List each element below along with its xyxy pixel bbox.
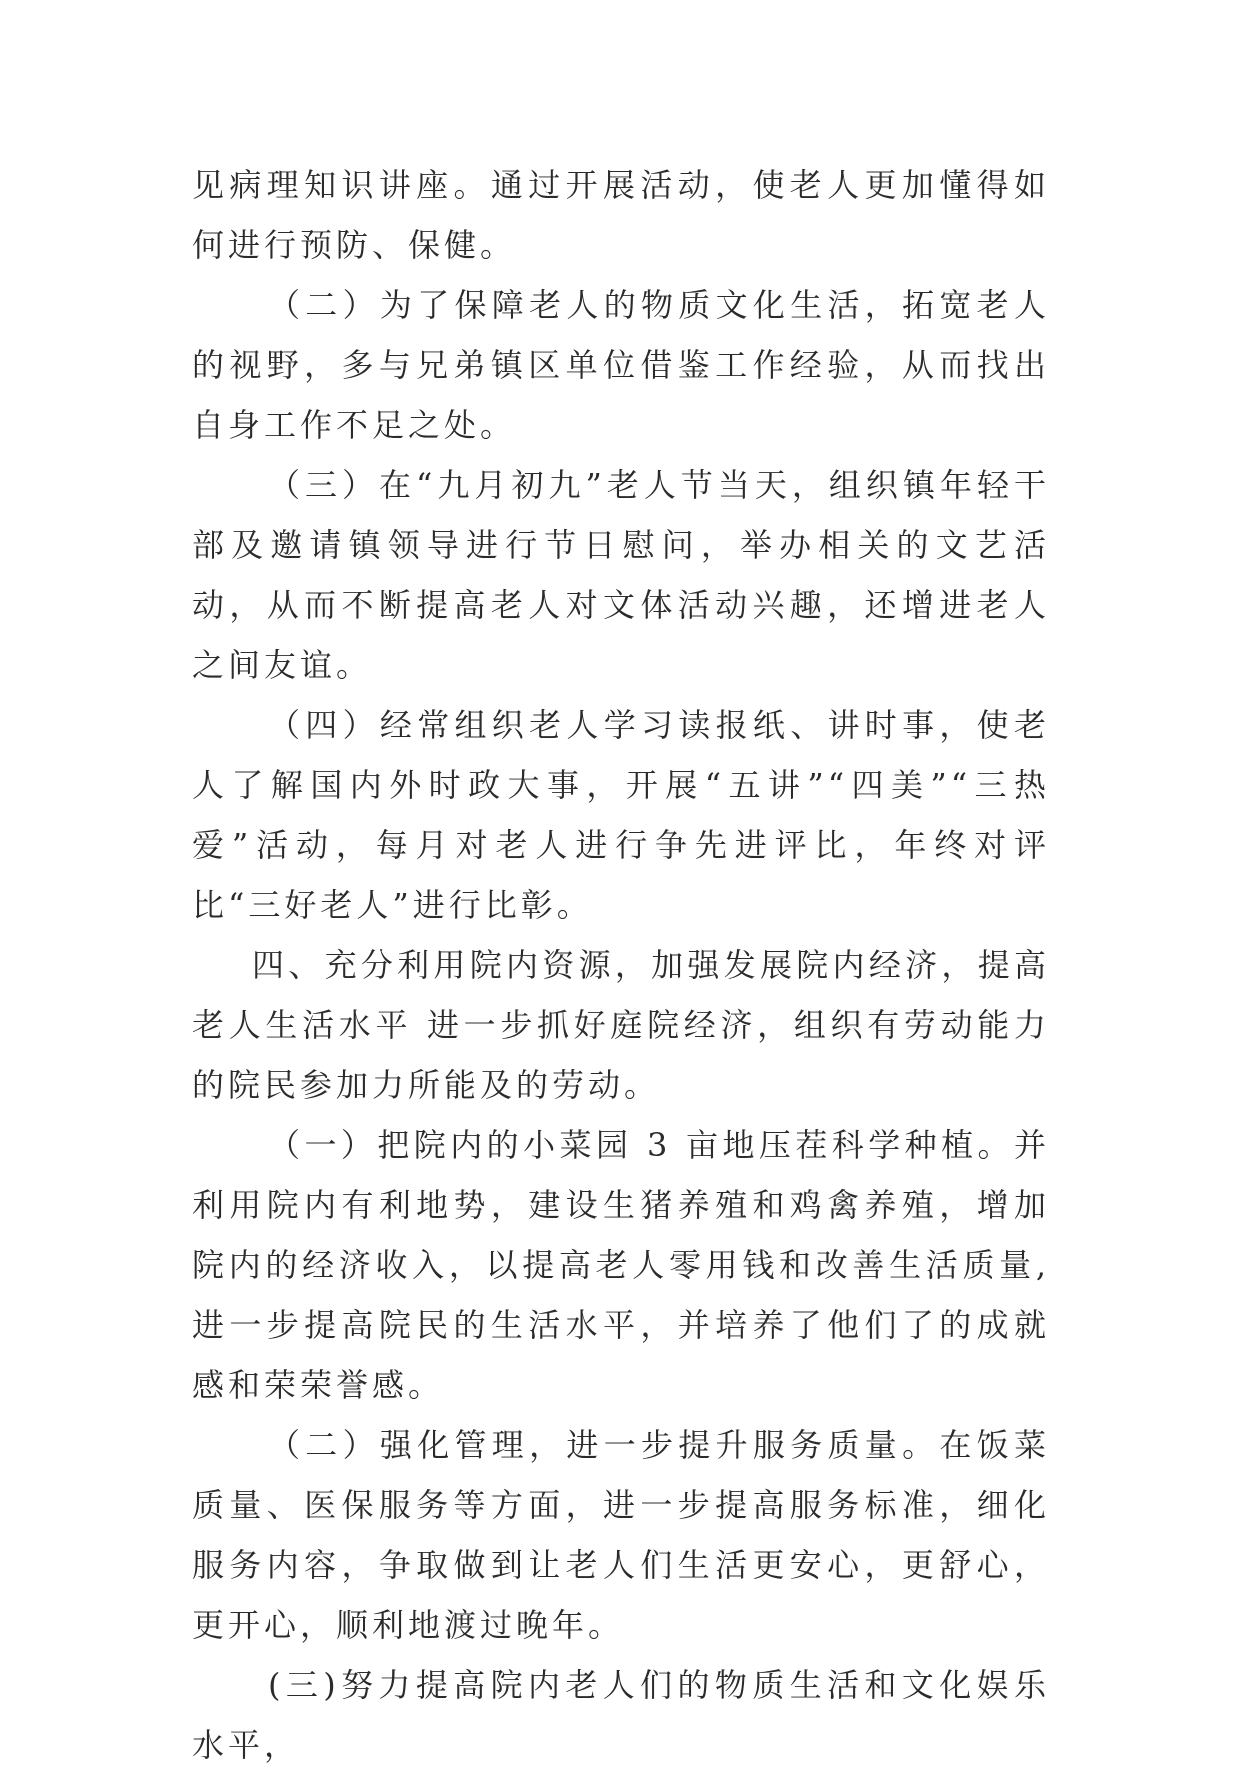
paragraph-3: （三）在“九月初九”老人节当天，组织镇年轻干部及邀请镇领导进行节日慰问，举办相关的文艺活动，从而不断提高老人对文体活动兴趣，还增进老人之间友谊。 <box>192 466 1050 684</box>
section-heading-4: 四、充分利用院内资源，加强发展院内经济，提高老人生活水平 进一步抓好庭院经济，组织有劳动能力的院民参加力所能及的劳动。 <box>192 946 1050 1104</box>
document-body <box>192 155 1050 1775</box>
paragraph-2: （二）为了保障老人的物质文化生活，拓宽老人的视野，多与兄弟镇区单位借鉴工作经验，从而找出自身工作不足之处。 <box>192 286 1050 444</box>
paragraph-5: （一）把院内的小菜园 3 亩地压茬科学种植。并利用院内有利地势，建设生猪养殖和鸡禽养殖，增加院内的经济收入，以提高老人零用钱和改善生活质量,进一步提高院民的生活水平，并培养了他们了的成就感和荣荣誉感。 <box>192 1126 1050 1404</box>
paragraph-6: （二）强化管理，进一步提升服务质量。在饭菜质量、医保服务等方面，进一步提高服务标准，细化服务内容，争取做到让老人们生活更安心，更舒心，更开心，顺利地渡过晚年。 <box>192 1426 1050 1644</box>
paragraph-1: 见病理知识讲座。通过开展活动，使老人更加懂得如何进行预防、保健。 <box>192 166 1050 264</box>
paragraph-7: (三)努力提高院内老人们的物质生活和文化娱乐水平， <box>192 1666 1050 1764</box>
paragraph-4: （四）经常组织老人学习读报纸、讲时事，使老人了解国内外时政大事，开展“五讲”“四美”“三热爱”活动，每月对老人进行争先进评比，年终对评比“三好老人”进行比彰。 <box>192 706 1050 924</box>
